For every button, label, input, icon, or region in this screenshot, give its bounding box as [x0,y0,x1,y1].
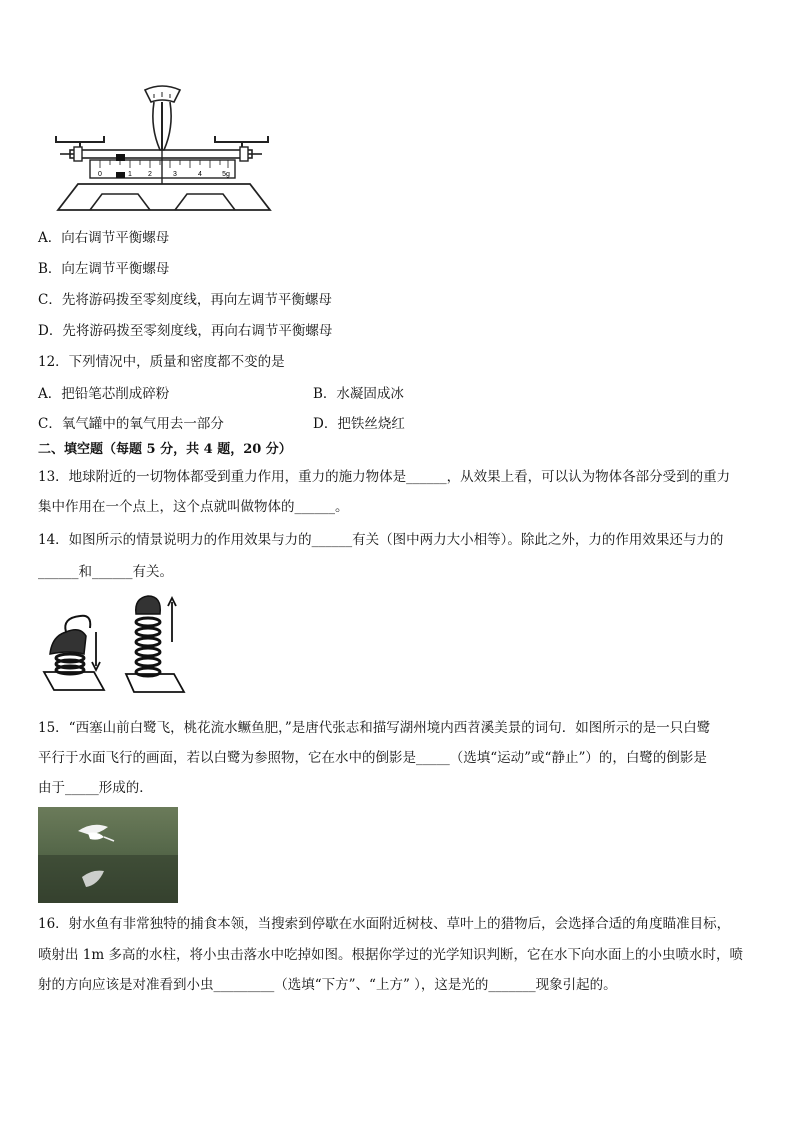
q16-line-3: 射的方向应该是对准看到小虫_________（选填“下方”、“上方” ），这是光的_______现象引起的。 [38,977,617,993]
scale-label: 0 [98,171,102,178]
section-title: 二、填空题（每题 5 分，共 4 题，20 分） [38,442,292,457]
q11-option-d: D．先将游码拨至零刻度线，再向右调节平衡螺母 [38,323,333,339]
q13-line-1: 13．地球附近的一切物体都受到重力作用，重力的施力物体是______，从效果上看，可以认为物体各部分受到的重力 [38,469,731,485]
egret-photo [38,807,178,903]
scale-label: 3 [173,171,177,178]
scale-label: 5g [222,171,230,178]
q12-stem: 12．下列情况中，质量和密度都不变的是 [38,354,285,370]
q13-line-2: 集中作用在一个点上，这个点就叫做物体的______。 [38,499,349,515]
q12-option-a: A．把铅笔芯削成碎粉 [38,386,170,402]
q11-option-c: C．先将游码拨至零刻度线，再向左调节平衡螺母 [38,292,332,308]
q11-option-a: A．向右调节平衡螺母 [38,230,170,246]
q15-line-1: 15．“西塞山前白鹭飞，桃花流水鳜鱼肥，”是唐代张志和描写湖州境内西苕溪美景的词句．如图所示的是一只白鹭 [38,720,711,736]
q15-line-3: 由于_____形成的． [38,780,153,796]
q16-line-1: 16．射水鱼有非常独特的捕食本领，当搜索到停歇在水面附近树枝、草叶上的猎物后，会选择合适的角度瞄准目标， [38,916,731,932]
q16-line-2: 喷射出 1m 多高的水柱，将小虫击落水中吃掉如图。根据你学过的光学知识判断，它在水下向水面上的小虫喷水时，喷 [38,947,743,963]
scale-label: 2 [148,171,152,178]
q15-line-2: 平行于水面飞行的画面，若以白鹭为参照物，它在水中的倒影是_____（选填“运动”或“静止”）的，白鹭的倒影是 [38,750,707,766]
scale-label: 1 [128,171,132,178]
spring-figure [40,592,190,700]
scale-label: 4 [198,171,202,178]
q14-line-2: ______和______有关。 [38,564,173,580]
q12-option-d: D．把铁丝烧红 [313,416,405,432]
q14-line-1: 14．如图所示的情景说明力的作用效果与力的______有关（图中两力大小相等）。除此之外，力的作用效果还与力的 [38,532,724,548]
q11-option-b: B．向左调节平衡螺母 [38,261,170,277]
q12-option-b: B．水凝固成冰 [313,386,404,402]
balance-figure [50,82,280,217]
q12-option-c: C．氧气罐中的氧气用去一部分 [38,416,224,432]
